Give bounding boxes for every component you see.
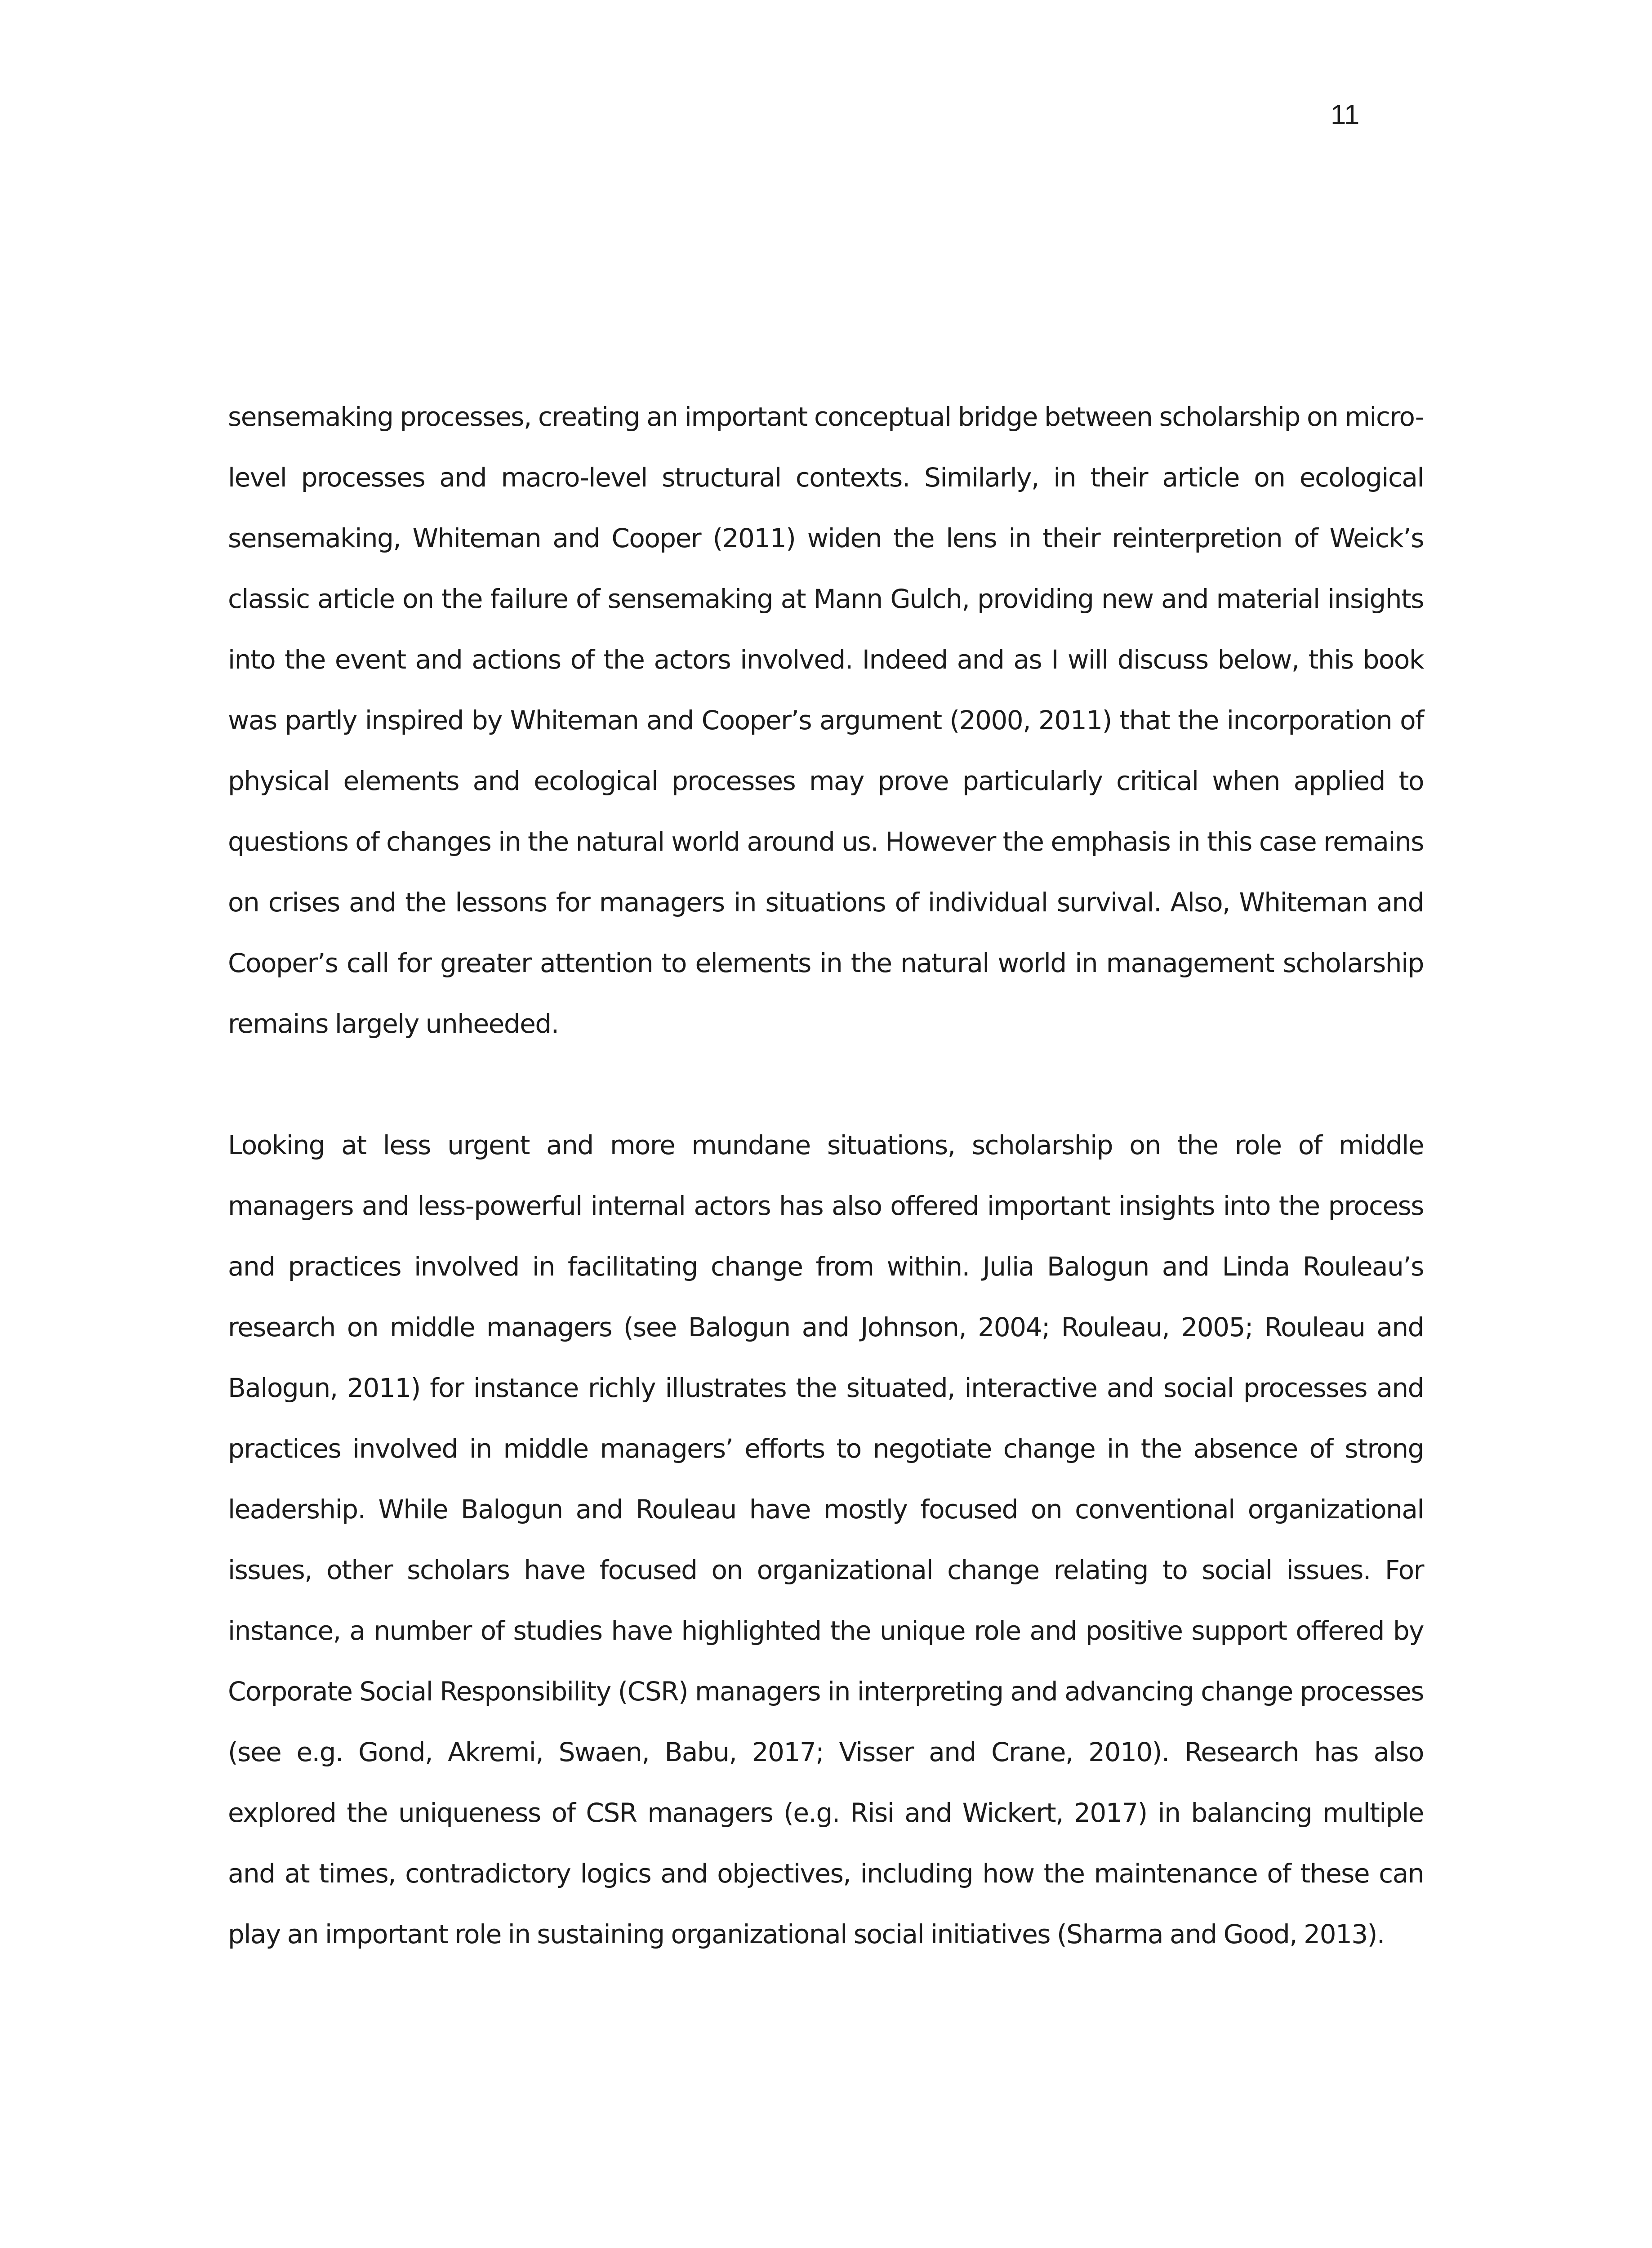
body-text	[228, 387, 1424, 1965]
page-number: 11	[1331, 99, 1360, 130]
paragraph-2: Looking at less urgent and more mundane situations, scholarship on the role of middle managers and less-powerful internal actors has also offered important insights into the process and practices involved in facilitating change from within. Julia Balogun and Linda Rouleau’s research on middle managers (see Balogun and Johnson, 2004; Rouleau, 2005; Rouleau and Balogun, 2011) for instance richly illustrates the situated, interactive and social processes and practices involved in middle managers’ efforts to negotiate change in the absence of strong leadership. While Balogun and Rouleau have mostly focused on conventional organizational issues, other scholars have focused on organizational change relating to social issues. For instance, a number of studies have highlighted the unique role and positive support offered by Corporate Social Responsibility (CSR) managers in interpreting and advancing change processes (see e.g. Gond, Akremi, Swaen, Babu, 2017; Visser and Crane, 2010). Research has also explored the uniqueness of CSR managers (e.g. Risi and Wickert, 2017) in balancing multiple and at times, contradictory logics and objectives, including how the maintenance of these can play an important role in sustaining organizational social initiatives (Sharma and Good, 2013).	[228, 1130, 1424, 1949]
paragraph-1: sensemaking processes, creating an important conceptual bridge between scholarship on micro-level processes and macro-level structural contexts. Similarly, in their article on ecological sensemaking, Whiteman and Cooper (2011) widen the lens in their reinterpretion of Weick’s classic article on the failure of sensemaking at Mann Gulch, providing new and material insights into the event and actions of the actors involved. Indeed and as I will discuss below, this book was partly inspired by Whiteman and Cooper’s argument (2000, 2011) that the incorporation of physical elements and ecological processes may prove particularly critical when applied to questions of changes in the natural world around us. However the emphasis in this case remains on crises and the lessons for managers in situations of individual survival. Also, Whiteman and Cooper’s call for greater attention to elements in the natural world in management scholarship remains largely unheeded.	[228, 401, 1424, 1039]
